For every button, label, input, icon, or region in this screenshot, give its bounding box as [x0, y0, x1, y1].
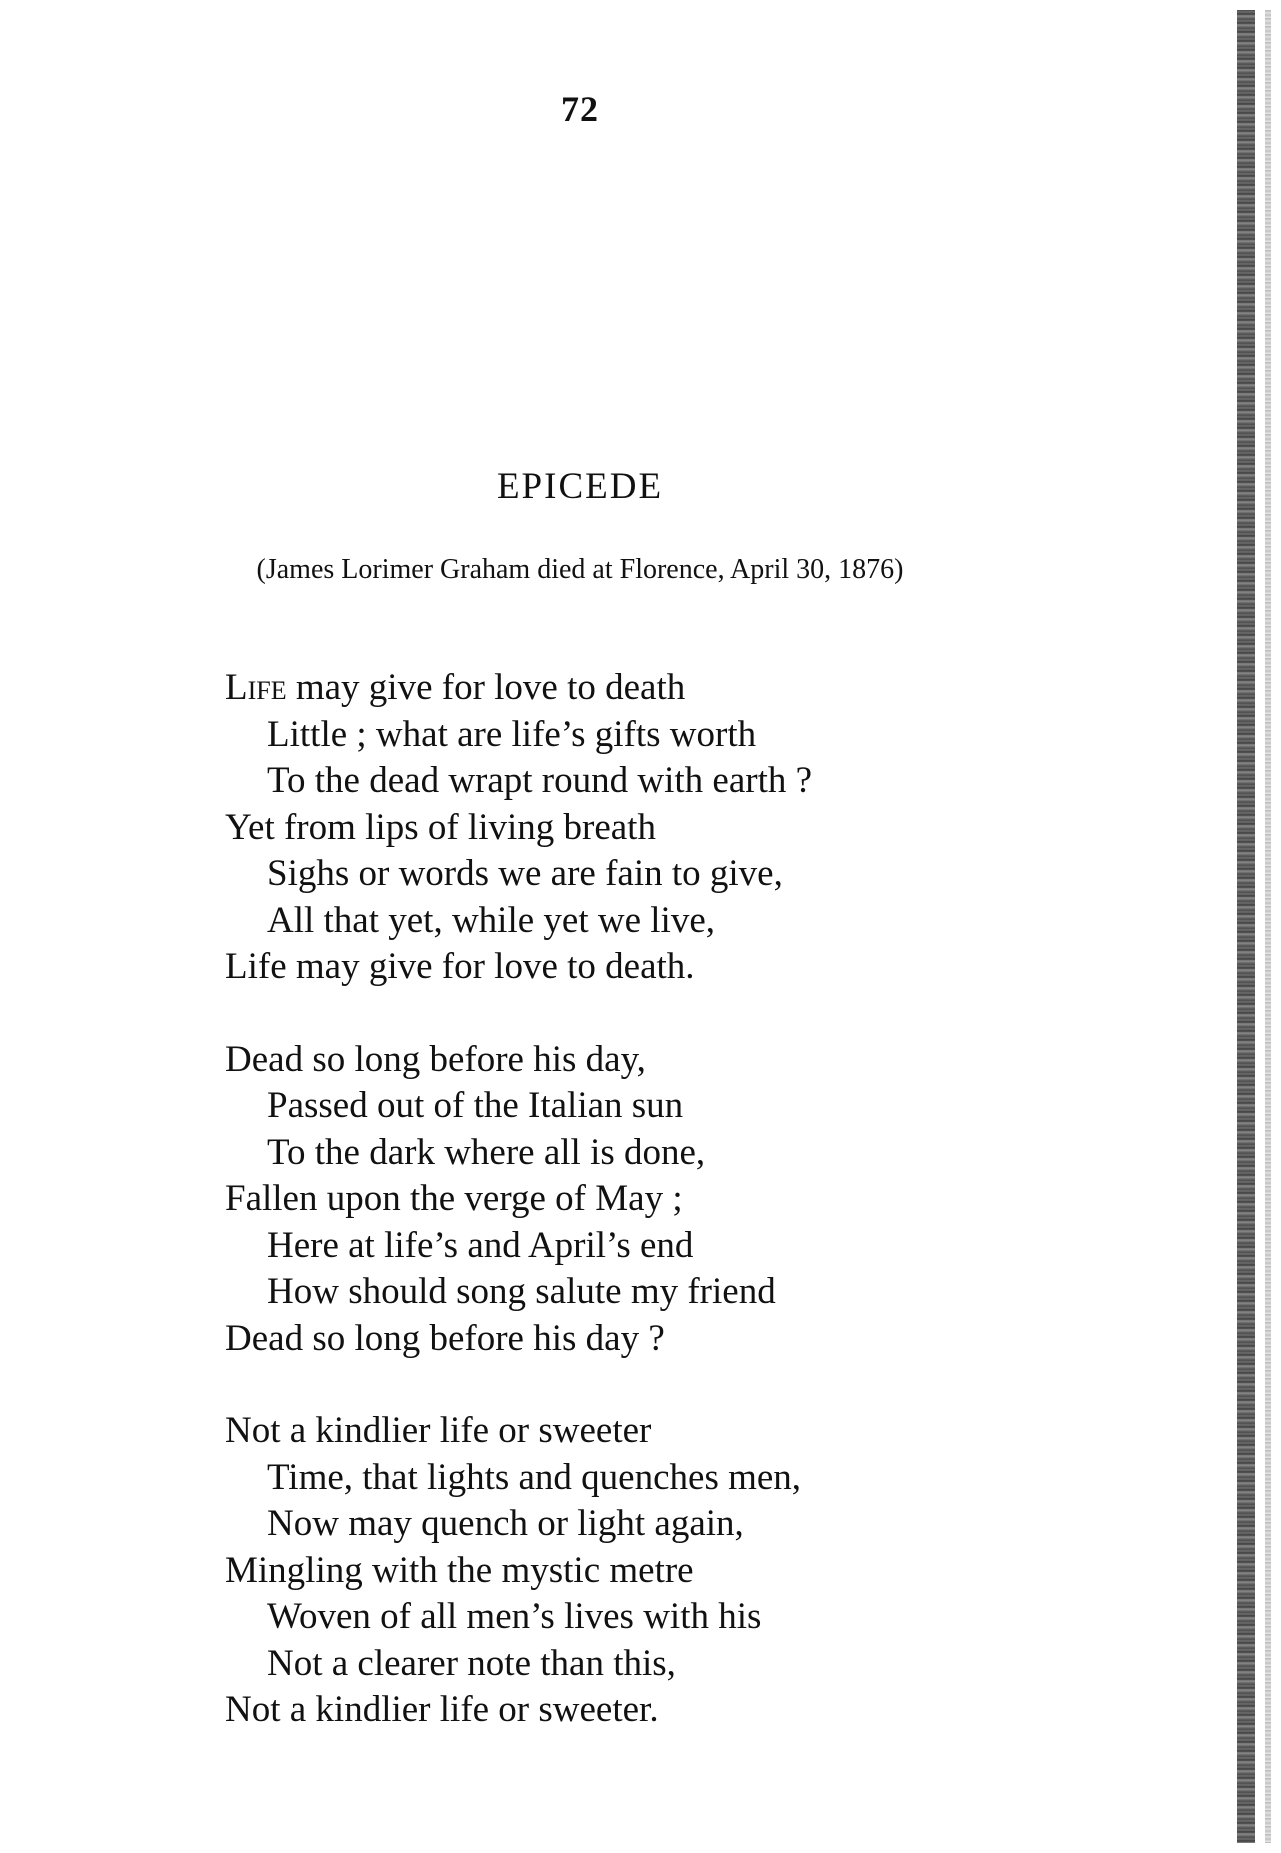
poem-line: Yet from lips of living breath — [225, 806, 656, 848]
poem-line: Time, that lights and quenches men, — [267, 1456, 802, 1498]
poem-line: Not a kindlier life or sweeter — [225, 1410, 652, 1451]
stanza-3 — [225, 1408, 985, 1734]
poem-line: Fallen upon the verge of May ; — [225, 1178, 683, 1219]
poem-line — [225, 665, 985, 712]
stanza-2 — [225, 1037, 985, 1363]
poem-line: Now may quench or light again, — [267, 1503, 744, 1544]
poem-line: To the dead wrapt round with earth ? — [267, 760, 813, 801]
poem-line: Dead so long before his day, — [225, 1038, 646, 1080]
stanza-1 — [225, 665, 985, 991]
poem-line: Passed out of the Italian sun — [267, 1085, 684, 1126]
poem-line: How should song salute my friend — [267, 1271, 776, 1312]
poem-line: Sighs or words we are fain to give, — [267, 853, 783, 894]
poem-line: Here at life’s and April’s end — [267, 1224, 694, 1266]
poem-line: Little ; what are life’s gifts worth — [267, 713, 757, 755]
poem-line: Not a clearer note than this, — [267, 1642, 676, 1684]
poem-line: Life may give for love to death. — [225, 946, 695, 987]
page-number: 72 — [561, 89, 599, 129]
poem-title: EPICEDE — [496, 466, 664, 507]
initial-word: Life — [225, 667, 287, 708]
poem-line: Mingling with the mystic metre — [225, 1549, 694, 1591]
poem-line: To the dark where all is done, — [267, 1131, 706, 1173]
poem-body — [225, 665, 985, 1780]
poem-line: Not a kindlier life or sweeter. — [225, 1689, 659, 1730]
line-text: may give for love to death — [286, 667, 686, 708]
poem-dedication: (James Lorimer Graham died at Florence, April 30, 1876) — [256, 554, 904, 585]
poem-line: Woven of all men’s lives with his — [267, 1596, 762, 1637]
scanned-page-edge — [1265, 10, 1271, 1843]
poem-line: Dead so long before his day ? — [225, 1317, 665, 1359]
scanned-binding-edge — [1237, 10, 1255, 1843]
poem-line: All that yet, while yet we live, — [267, 899, 715, 941]
